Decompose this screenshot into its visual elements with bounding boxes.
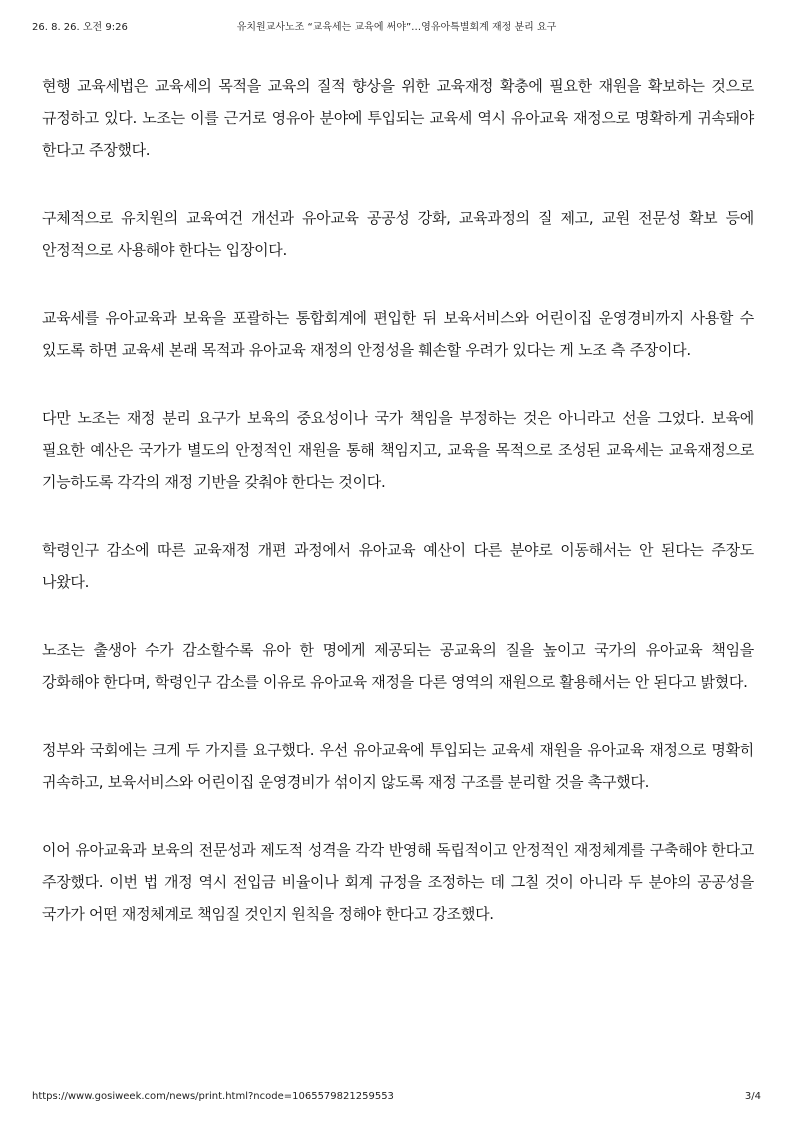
source-url: https://www.gosiweek.com/news/print.html?ncode=1065579821259553 — [32, 1091, 394, 1102]
article-paragraph: 교육세를 유아교육과 보육을 포괄하는 통합회계에 편입한 뒤 보육서비스와 어린이집 운영경비까지 사용할 수 있도록 하면 교육세 본래 목적과 유아교육 재정의 안정성을 훼손할 우려가 있다는 게 노조 측 주장이다. — [42, 309, 754, 359]
page-title: 유치원교사노조 “교육세는 교육에 써야”…영유아특별회계 재정 분리 요구 — [236, 22, 557, 33]
print-header — [32, 18, 761, 34]
article-paragraph: 노조는 출생아 수가 감소할수록 유아 한 명에게 제공되는 공교육의 질을 높이고 국가의 유아교육 책임을 강화해야 한다며, 학령인구 감소를 이유로 유아교육 재정을 다른 영역의 재원으로 활용해서는 안 된다고 밝혔다. — [42, 641, 754, 691]
print-date: 26. 8. 26. 오전 9:26 — [32, 22, 128, 33]
page-number: 3/4 — [744, 1091, 761, 1102]
article-paragraph: 현행 교육세법은 교육세의 목적을 교육의 질적 향상을 위한 교육재정 확충에 필요한 재원을 확보하는 것으로 규정하고 있다. 노조는 이를 근거로 영유아 분야에 투입되는 교육세 역시 유아교육 재정으로 명확하게 귀속돼야 한다고 주장했다. — [42, 77, 754, 159]
print-footer — [32, 1091, 761, 1107]
article-paragraph: 정부와 국회에는 크게 두 가지를 요구했다. 우선 유아교육에 투입되는 교육세 재원을 유아교육 재정으로 명확히 귀속하고, 보육서비스와 어린이집 운영경비가 섞이지 않도록 재정 구조를 분리할 것을 촉구했다. — [42, 741, 754, 791]
article-body — [42, 70, 754, 966]
article-paragraph: 학령인구 감소에 따른 교육재정 개편 과정에서 유아교육 예산이 다른 분야로 이동해서는 안 된다는 주장도 나왔다. — [42, 541, 754, 591]
article-paragraph: 구체적으로 유치원의 교육여건 개선과 유아교육 공공성 강화, 교육과정의 질 제고, 교원 전문성 확보 등에 안정적으로 사용해야 한다는 입장이다. — [42, 209, 754, 259]
article-paragraph: 이어 유아교육과 보육의 전문성과 제도적 성격을 각각 반영해 독립적이고 안정적인 재정체계를 구축해야 한다고 주장했다. 이번 법 개정 역시 전입금 비율이나 회계 규정을 조정하는 데 그칠 것이 아니라 두 분야의 공공성을 국가가 어떤 재정체계로 책임질 것인지 원칙을 정해야 한다고 강조했다. — [42, 841, 754, 923]
article-paragraph: 다만 노조는 재정 분리 요구가 보육의 중요성이나 국가 책임을 부정하는 것은 아니라고 선을 그었다. 보육에 필요한 예산은 국가가 별도의 안정적인 재원을 통해 책임지고, 교육을 목적으로 조성된 교육세는 교육재정으로 기능하도록 각각의 재정 기반을 갖춰야 한다는 것이다. — [42, 409, 754, 491]
